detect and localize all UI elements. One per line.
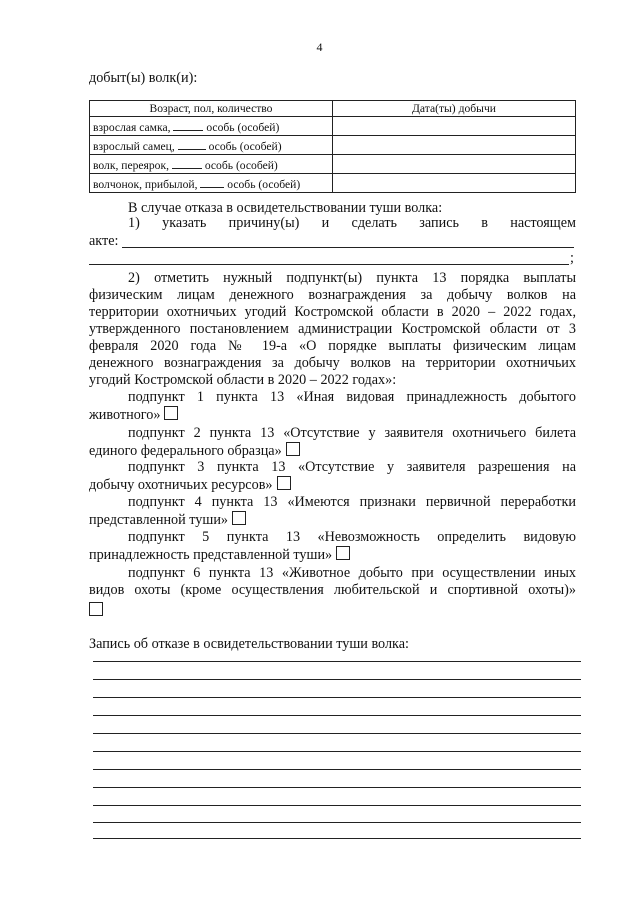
record-line[interactable] <box>93 805 581 806</box>
record-line[interactable] <box>93 787 581 788</box>
row-label: волк, переярок, <box>93 159 170 172</box>
reason-line[interactable] <box>122 247 574 248</box>
table-header-row <box>90 101 576 117</box>
record-line[interactable] <box>93 751 581 752</box>
kill-date-cell[interactable] <box>333 136 576 155</box>
item1-word: настоящем <box>510 215 576 231</box>
subitem-4-line: подпункт 4 пункта 13 «Имеются признаки первичной переработки <box>128 494 576 510</box>
record-line[interactable] <box>93 679 581 680</box>
reason-line[interactable] <box>89 264 569 265</box>
subitem-6-cont: видов охоты (кроме осуществления любительской и спортивной охоты)» <box>89 582 576 598</box>
page-number: 4 <box>316 40 323 54</box>
item2-line: физическим лицам денежного вознаграждения за добычу волков на <box>89 287 576 303</box>
table-row <box>90 155 576 174</box>
subitem-3-checkbox[interactable] <box>277 476 291 490</box>
table-row <box>90 136 576 155</box>
subitem-2-line: подпункт 2 пункта 13 «Отсутствие у заявителя охотничьего билета <box>128 425 576 441</box>
record-line[interactable] <box>93 822 581 823</box>
item2-line: 2) отметить нужный подпункт(ы) пункта 13 порядка выплаты <box>128 270 576 286</box>
row-unit: особь (особей) <box>227 178 301 191</box>
item2-last-line: угодий Костромской области в 2020 – 2022 годах»: <box>89 372 397 388</box>
row-label-cell <box>90 136 333 155</box>
row-label: взрослый самец, <box>93 140 175 153</box>
item1-word: запись <box>419 215 459 231</box>
line-end-semicolon: ; <box>570 250 574 266</box>
subitem-label: единого федерального образца» <box>89 443 282 459</box>
table-row <box>90 174 576 193</box>
count-blank[interactable] <box>178 137 206 150</box>
count-blank[interactable] <box>172 156 202 169</box>
row-label: взрослая самка, <box>93 121 171 134</box>
subitem-label: добычу охотничьих ресурсов» <box>89 477 273 493</box>
item1-word: причину(ы) <box>228 215 300 231</box>
item2-line: февраля 2020 года № 19-а «О порядке выплаты физическим лицам <box>89 338 576 354</box>
record-line[interactable] <box>93 661 581 662</box>
subitem-2-cont <box>89 442 300 460</box>
column-header-age-sex-count: Возраст, пол, количество <box>90 101 333 117</box>
subitem-3-cont <box>89 476 291 494</box>
subitem-5-cont <box>89 546 350 564</box>
row-label-cell <box>90 174 333 193</box>
subitem-2-checkbox[interactable] <box>286 442 300 456</box>
table-row <box>90 117 576 136</box>
subitem-1-cont <box>89 406 178 424</box>
item1-word: 1) <box>128 215 140 231</box>
item1-word: сделать <box>351 215 398 231</box>
kill-date-cell[interactable] <box>333 117 576 136</box>
refusal-intro: В случае отказа в освидетельствовании туши волка: <box>128 200 443 216</box>
item1-line <box>128 215 576 232</box>
item1-word: и <box>321 215 330 231</box>
item1-word: в <box>481 215 488 231</box>
item2-line: территории охотничьих угодий Костромской области в 2020 – 2022 годах, <box>89 304 576 320</box>
record-line[interactable] <box>93 697 581 698</box>
subitem-6-line: подпункт 6 пункта 13 «Животное добыто при осуществлении иных <box>128 565 576 581</box>
row-label-cell <box>90 117 333 136</box>
record-line[interactable] <box>93 769 581 770</box>
act-label: акте: <box>89 233 119 249</box>
item2-line: денежного вознаграждения за добычу волков на территории охотничьих <box>89 355 576 371</box>
subitem-label: принадлежность представленной туши» <box>89 547 333 563</box>
subitem-1-line: подпункт 1 пункта 13 «Иная видовая принадлежность добытого <box>128 389 576 405</box>
subitem-5-line: подпункт 5 пункта 13 «Невозможность определить видовую <box>128 529 576 545</box>
subitem-4-cont <box>89 511 246 529</box>
count-blank[interactable] <box>200 175 224 188</box>
item1-word: указать <box>162 215 207 231</box>
wolf-kill-table <box>89 100 576 193</box>
section-label: добыт(ы) волк(и): <box>89 70 198 86</box>
kill-date-cell[interactable] <box>333 174 576 193</box>
record-line[interactable] <box>93 715 581 716</box>
subitem-6-box-wrap <box>89 602 103 620</box>
subitem-3-line: подпункт 3 пункта 13 «Отсутствие у заявителя разрешения на <box>128 459 576 475</box>
count-blank[interactable] <box>173 118 203 131</box>
column-header-kill-date: Дата(ты) добычи <box>333 101 576 117</box>
subitem-5-checkbox[interactable] <box>336 546 350 560</box>
item2-line: утвержденного постановлением администрации Костромской области от 3 <box>89 321 576 337</box>
subitem-label: представленной туши» <box>89 512 229 528</box>
subitem-label: животного» <box>89 407 161 423</box>
subitem-4-checkbox[interactable] <box>232 511 246 525</box>
row-label: волчонок, прибылой, <box>93 178 198 191</box>
row-unit: особь (особей) <box>208 140 282 153</box>
record-line[interactable] <box>93 733 581 734</box>
subitem-1-checkbox[interactable] <box>164 406 178 420</box>
row-unit: особь (особей) <box>206 121 280 134</box>
kill-date-cell[interactable] <box>333 155 576 174</box>
record-label: Запись об отказе в освидетельствовании туши волка: <box>89 636 409 652</box>
record-line[interactable] <box>93 838 581 839</box>
subitem-6-checkbox[interactable] <box>89 602 103 616</box>
row-label-cell <box>90 155 333 174</box>
row-unit: особь (особей) <box>204 159 278 172</box>
